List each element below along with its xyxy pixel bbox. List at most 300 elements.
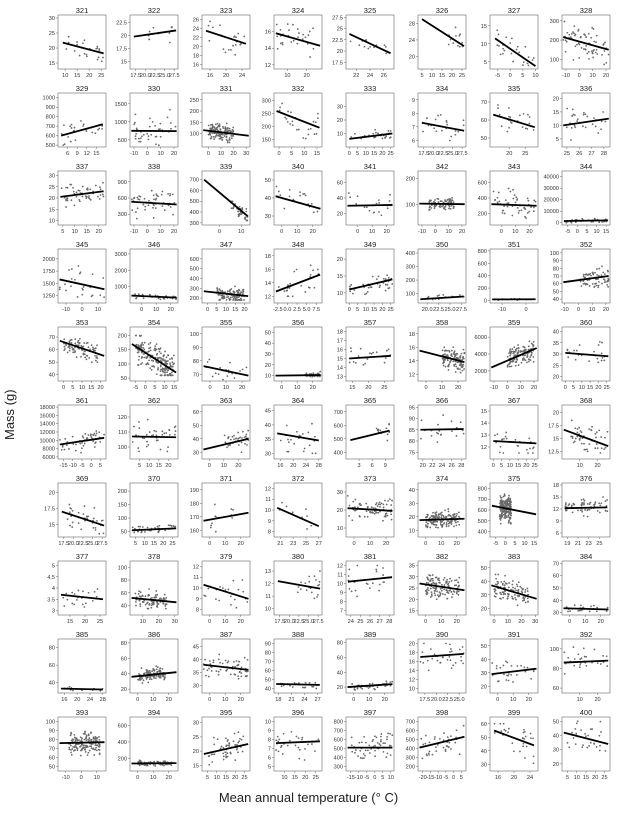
data-point	[608, 54, 610, 56]
y-tick-label: 20	[336, 49, 343, 55]
data-point	[149, 603, 151, 605]
data-point	[230, 604, 232, 606]
data-point	[446, 522, 448, 524]
data-point	[505, 509, 507, 511]
regression-line	[420, 429, 463, 430]
data-point	[442, 205, 444, 207]
data-point	[219, 135, 221, 137]
x-tick-label: 25	[381, 385, 388, 391]
regression-line	[276, 275, 320, 292]
panel-frame	[130, 561, 178, 615]
data-point	[371, 353, 373, 355]
data-point	[453, 525, 455, 527]
data-point	[157, 367, 159, 369]
x-tick-label: 20	[506, 151, 513, 157]
data-point	[155, 590, 157, 592]
data-point	[451, 667, 453, 669]
data-point	[511, 351, 513, 353]
y-tick-label: 45	[192, 644, 199, 651]
data-point	[388, 424, 390, 426]
data-point	[369, 352, 371, 354]
data-point	[493, 191, 495, 193]
x-tick-label: 0	[496, 697, 500, 703]
data-point	[286, 451, 288, 453]
data-point	[83, 445, 85, 447]
data-point	[452, 360, 454, 362]
y-tick-label: 5	[483, 59, 487, 66]
x-tick-label: 0	[347, 151, 351, 157]
panel-frame	[274, 15, 322, 69]
data-point	[435, 577, 437, 579]
panel-337	[49, 162, 106, 235]
y-tick-label: 10	[48, 218, 55, 225]
data-point	[515, 196, 517, 198]
data-point	[225, 130, 227, 132]
data-point	[457, 594, 459, 596]
data-point	[82, 186, 84, 188]
data-point	[208, 668, 210, 670]
y-tick-label: 300	[261, 98, 271, 105]
y-tick-label: 16	[264, 267, 271, 274]
panel-324	[265, 6, 322, 79]
data-point	[356, 565, 358, 567]
data-point	[226, 375, 228, 377]
data-point	[61, 449, 63, 451]
data-point	[518, 350, 520, 352]
data-point	[138, 679, 140, 681]
y-tick-label: 20	[336, 508, 343, 514]
data-point	[579, 439, 581, 441]
data-point	[220, 129, 222, 131]
data-point	[95, 185, 97, 187]
y-tick-label: 40	[264, 196, 271, 202]
data-point	[243, 36, 245, 38]
data-point	[378, 590, 380, 592]
data-point	[388, 349, 390, 351]
data-point	[429, 200, 431, 202]
data-point	[84, 505, 86, 507]
panel-title: 386	[147, 630, 161, 639]
data-point	[523, 350, 525, 352]
x-tick-label: 10	[517, 385, 524, 391]
data-point	[571, 115, 573, 117]
data-point	[96, 433, 98, 435]
regression-line	[204, 366, 249, 375]
data-point	[91, 361, 93, 363]
data-point	[358, 355, 360, 357]
x-tick-label: 20	[97, 385, 104, 391]
panel-332	[262, 84, 322, 157]
data-point	[163, 679, 165, 681]
data-point	[386, 440, 388, 442]
data-point	[508, 352, 510, 354]
data-point	[508, 522, 510, 524]
data-point	[318, 373, 320, 375]
data-point	[62, 445, 64, 447]
y-tick-label: 16	[408, 659, 415, 666]
data-point	[533, 210, 535, 212]
data-point	[513, 346, 515, 348]
data-point	[431, 658, 433, 660]
data-point	[215, 123, 217, 125]
data-point	[367, 516, 369, 518]
data-point	[431, 515, 433, 517]
data-point	[211, 522, 213, 524]
data-point	[145, 363, 147, 365]
data-point	[141, 595, 143, 597]
data-point	[512, 198, 514, 200]
data-point	[587, 450, 589, 452]
x-tick-label: 27	[588, 151, 595, 157]
y-tick-label: 12	[336, 563, 343, 570]
data-point	[451, 205, 453, 207]
x-tick-label: 25.0	[444, 307, 456, 313]
data-point	[146, 676, 148, 678]
data-point	[595, 126, 597, 128]
data-point	[576, 350, 578, 352]
data-point	[589, 502, 591, 504]
data-point	[230, 135, 232, 137]
data-point	[138, 356, 140, 358]
data-point	[571, 127, 573, 129]
panel-388	[265, 630, 322, 703]
x-tick-label: -5	[79, 463, 85, 469]
x-tick-label: 10	[445, 229, 452, 235]
x-tick-label: 0	[143, 385, 147, 391]
data-point	[442, 515, 444, 517]
data-point	[166, 374, 168, 376]
data-point	[440, 434, 442, 436]
data-point	[278, 286, 280, 288]
data-point	[78, 340, 80, 342]
x-tick-label: 10	[220, 463, 227, 469]
data-point	[587, 516, 589, 518]
data-point	[491, 662, 493, 664]
data-point	[152, 121, 154, 123]
data-point	[78, 199, 80, 201]
data-point	[449, 361, 451, 363]
x-tick-label: 5	[138, 463, 142, 469]
data-point	[308, 576, 310, 578]
data-point	[138, 590, 140, 592]
data-point	[603, 360, 605, 362]
data-point	[88, 357, 90, 359]
data-point	[160, 449, 162, 451]
data-point	[319, 570, 321, 572]
data-point	[600, 452, 602, 454]
data-point	[241, 451, 243, 453]
y-tick-label: 10	[192, 586, 199, 592]
data-point	[432, 512, 434, 514]
data-point	[454, 579, 456, 581]
y-tick-label: 5	[555, 136, 559, 143]
y-tick-label: 300	[117, 212, 127, 219]
data-point	[240, 675, 242, 677]
y-tick-label: 15	[48, 207, 55, 214]
data-point	[529, 356, 531, 358]
y-tick-label: 80	[192, 358, 199, 365]
data-point	[59, 439, 61, 441]
y-tick-label: 15	[336, 356, 343, 363]
data-point	[163, 356, 165, 358]
data-point	[238, 661, 240, 663]
x-tick-label: 20.0	[283, 619, 295, 625]
data-point	[65, 206, 67, 208]
data-point	[434, 199, 436, 201]
data-point	[159, 669, 161, 671]
data-point	[574, 114, 576, 116]
data-point	[145, 356, 147, 358]
data-point	[455, 354, 457, 356]
data-point	[533, 361, 535, 363]
data-point	[79, 338, 81, 340]
data-point	[530, 359, 532, 361]
data-point	[497, 582, 499, 584]
data-point	[451, 650, 453, 652]
data-point	[71, 592, 73, 594]
data-point	[505, 512, 507, 514]
x-tick-label: 0	[207, 463, 211, 469]
x-tick-label: 22.5	[437, 151, 449, 157]
data-point	[78, 522, 80, 524]
data-point	[246, 444, 248, 446]
data-point	[72, 436, 74, 438]
x-tick-label: 15	[74, 73, 81, 79]
data-point	[430, 207, 432, 209]
y-tick-label: 10	[552, 123, 559, 130]
x-tick-label: 17.5	[58, 541, 70, 547]
data-point	[528, 361, 530, 363]
y-tick-label: 30	[264, 214, 271, 220]
panel-title: 366	[435, 396, 449, 405]
data-point	[69, 350, 71, 352]
x-tick-label: 5	[290, 151, 294, 157]
x-tick-label: 25	[531, 463, 538, 469]
data-point	[517, 46, 519, 48]
data-point	[593, 117, 595, 119]
data-point	[364, 516, 366, 518]
data-point	[174, 426, 176, 428]
data-point	[391, 519, 393, 521]
x-tick-label: 26	[380, 73, 387, 79]
x-tick-label: 0.0	[283, 307, 292, 313]
data-point	[88, 197, 90, 199]
data-point	[426, 593, 428, 595]
panel-title: 350	[435, 240, 449, 249]
data-point	[71, 127, 73, 129]
data-point	[581, 499, 583, 501]
data-point	[100, 188, 102, 190]
data-point	[510, 53, 512, 55]
data-point	[95, 357, 97, 359]
data-point	[582, 125, 584, 127]
x-tick-label: 20	[309, 229, 316, 235]
y-tick-label: 11	[265, 497, 271, 504]
data-point	[434, 653, 436, 655]
data-point	[229, 139, 231, 141]
x-tick-label: 20	[155, 619, 162, 625]
x-tick-label: 5	[420, 73, 424, 79]
data-point	[207, 588, 209, 590]
y-tick-label: 0	[483, 298, 487, 305]
x-tick-label: 10	[62, 73, 69, 79]
x-tick-label: 25.0	[303, 619, 315, 625]
x-tick-label: 24	[86, 697, 94, 703]
panel-title: 347	[219, 240, 233, 249]
x-tick-label: 0	[352, 697, 356, 703]
data-point	[595, 41, 597, 43]
panel-title: 332	[291, 84, 305, 93]
data-point	[228, 660, 230, 662]
panel-345	[43, 240, 106, 313]
x-tick-label: 22.5	[293, 619, 305, 625]
data-point	[280, 29, 282, 31]
data-point	[516, 584, 518, 586]
data-point	[577, 432, 579, 434]
panel-title: 369	[75, 474, 89, 483]
x-tick-label: 20	[95, 229, 102, 235]
data-point	[507, 365, 509, 367]
data-point	[366, 510, 368, 512]
y-tick-label: 6000	[474, 335, 487, 342]
data-point	[222, 587, 224, 589]
x-tick-label: 10	[294, 229, 301, 235]
data-point	[142, 347, 144, 349]
panel-title: 334	[435, 84, 449, 93]
y-tick-label: 30	[480, 670, 487, 677]
data-point	[503, 593, 505, 595]
y-tick-label: 20	[336, 118, 343, 124]
x-tick-label: 24	[347, 619, 354, 625]
y-tick-label: 13	[336, 374, 343, 381]
data-point	[90, 199, 92, 201]
data-point	[169, 434, 171, 436]
data-point	[302, 433, 304, 435]
data-point	[145, 604, 147, 606]
data-point	[367, 358, 369, 360]
panel-title: 363	[219, 396, 233, 405]
data-point	[226, 122, 228, 124]
data-point	[141, 678, 143, 680]
data-point	[447, 359, 449, 361]
data-point	[151, 604, 153, 606]
y-tick-label: 24	[192, 26, 199, 33]
y-tick-label: 300	[549, 18, 559, 25]
panel-frame	[418, 171, 466, 225]
data-point	[586, 53, 588, 55]
data-point	[509, 507, 511, 509]
data-point	[141, 667, 143, 669]
y-tick-label: 20	[336, 685, 343, 692]
panel-title: 388	[291, 630, 305, 639]
data-point	[517, 207, 519, 209]
data-point	[216, 288, 218, 290]
data-point	[522, 358, 524, 360]
data-point	[218, 125, 220, 127]
data-point	[444, 509, 446, 511]
data-point	[230, 439, 232, 441]
data-point	[67, 187, 69, 189]
data-point	[387, 287, 389, 289]
x-tick-label: 10	[510, 697, 517, 703]
data-point	[376, 203, 378, 205]
data-point	[83, 342, 85, 344]
data-point	[232, 129, 234, 131]
data-point	[164, 351, 166, 353]
data-point	[167, 193, 169, 195]
data-point	[532, 356, 534, 358]
x-tick-label: 25	[563, 151, 571, 157]
data-point	[154, 347, 156, 349]
data-point	[505, 432, 507, 434]
regression-line	[349, 34, 390, 53]
data-point	[299, 191, 301, 193]
data-point	[574, 427, 576, 429]
data-point	[349, 196, 351, 198]
data-point	[293, 40, 295, 42]
data-point	[372, 512, 374, 514]
data-point	[314, 575, 316, 577]
data-point	[598, 502, 600, 504]
y-tick-label: 6000	[42, 454, 55, 461]
data-point	[149, 678, 151, 680]
x-tick-label: 24	[238, 73, 246, 79]
panel-frame	[562, 483, 610, 537]
data-point	[512, 597, 514, 599]
x-tick-label: 10	[369, 229, 376, 235]
data-point	[93, 518, 95, 520]
data-point	[589, 509, 591, 511]
data-point	[521, 362, 523, 364]
data-point	[367, 48, 369, 50]
data-point	[448, 208, 450, 210]
data-point	[601, 357, 603, 359]
data-point	[68, 269, 70, 271]
y-tick-label: 1000	[114, 284, 127, 291]
y-tick-label: 14	[408, 358, 415, 365]
data-point	[135, 335, 137, 337]
data-point	[462, 364, 464, 366]
data-point	[429, 209, 431, 211]
data-point	[505, 436, 507, 438]
regression-line	[491, 204, 536, 206]
y-tick-label: 200	[549, 38, 559, 45]
data-point	[245, 208, 247, 210]
data-point	[518, 51, 520, 53]
data-point	[606, 284, 608, 286]
data-point	[309, 31, 311, 33]
data-point	[376, 428, 378, 430]
x-tick-label: -2.5	[273, 307, 283, 313]
data-point	[153, 204, 155, 206]
data-point	[73, 204, 75, 206]
y-tick-label: 20	[552, 410, 559, 417]
data-point	[504, 213, 506, 215]
data-point	[92, 600, 94, 602]
data-point	[595, 433, 597, 435]
data-point	[461, 359, 463, 361]
data-point	[580, 605, 582, 607]
data-point	[143, 134, 145, 136]
x-tick-label: 18	[275, 697, 282, 703]
data-point	[570, 36, 572, 38]
data-point	[355, 590, 357, 592]
data-point	[386, 512, 388, 514]
data-point	[507, 498, 509, 500]
y-tick-label: 40	[264, 422, 271, 429]
data-point	[83, 286, 85, 288]
data-point	[587, 503, 589, 505]
